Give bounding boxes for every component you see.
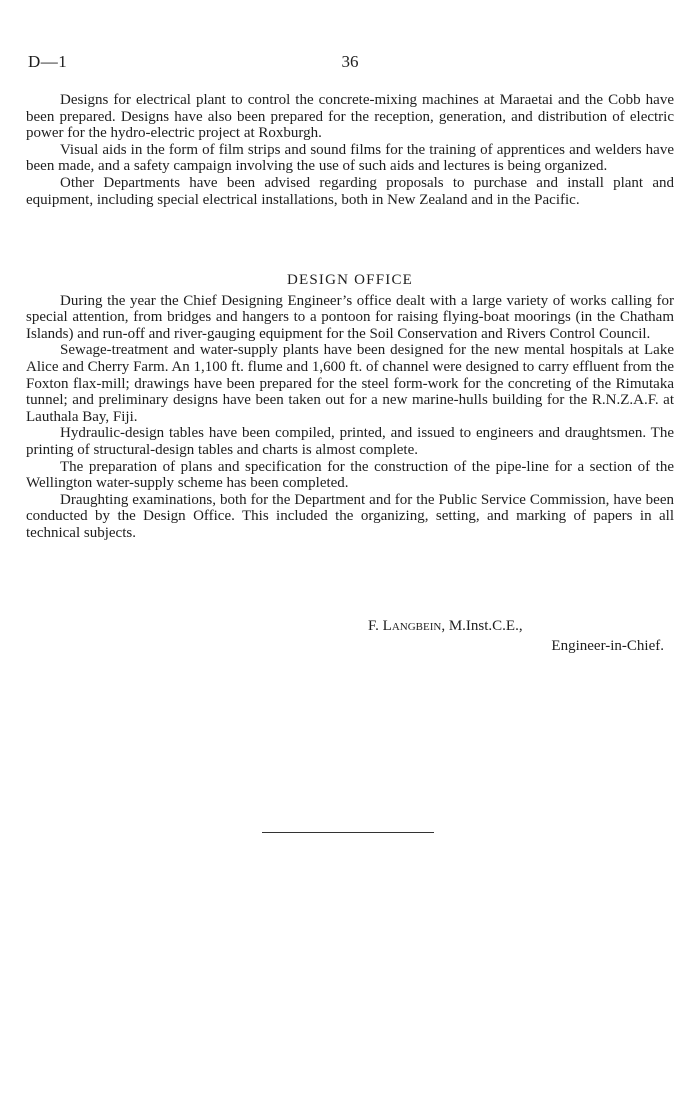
document-code: D—1 — [28, 52, 68, 71]
section-heading: DESIGN OFFICE — [286, 272, 414, 288]
signatory-title: Engineer-in-Chief. — [551, 638, 664, 654]
paragraph: Visual aids in the form of film strips and sound films for the training of apprentices and welders have been made, and a safety campaign involving the use of such aids and lectures is being organized. — [26, 141, 674, 175]
signatory-credentials: , M.Inst.C.E., — [441, 618, 523, 634]
closing-rule — [262, 832, 434, 833]
paragraph: The preparation of plans and specification for the construction of the pipe-line for a section of the Wellington water-supply scheme has been completed. — [26, 458, 674, 492]
paragraph: Other Departments have been advised regarding proposals to purchase and install plant and equipment, including special electrical installations, both in New Zealand and in the Pacific. — [26, 174, 674, 208]
paragraph: Draughting examinations, both for the Department and for the Public Service Commission, have been conducted by the Design Office. This included the organizing, setting, and marking of papers in all technical subjects. — [26, 491, 674, 541]
signature-block — [368, 616, 668, 656]
electrical-section — [26, 92, 674, 208]
page-number: 36 — [341, 52, 359, 71]
page-header — [28, 52, 672, 76]
signatory-surname: Langbein — [382, 618, 442, 634]
signatory-name — [368, 616, 668, 636]
paragraph: During the year the Chief Designing Engineer’s office dealt with a large variety of works calling for special attention, from bridges and hangers to a pontoon for raising flying-boat moorings (in the Chatham Islands) and run-off and river-gauging equipment for the Soil Conservation and Rivers Control Council. — [26, 292, 674, 342]
paragraph: Designs for electrical plant to control the concrete-mixing machines at Maraetai and the Cobb have been prepared. Designs have also been prepared for the reception, generation, and distribution of electric power for the hydro-electric project at Roxburgh. — [26, 92, 674, 142]
signatory-initial: F. — [368, 618, 379, 634]
paragraph: Sewage-treatment and water-supply plants have been designed for the new mental hospitals at Lake Alice and Cherry Farm. An 1,100 ft. flume and 1,600 ft. of channel were designed to carry effluent from the Foxton flax-mill; drawings have been prepared for the steel form-work for the concreting of the Rimutaka tunnel; and preliminary designs have been taken out for a new marine-hulls building for the R.N.Z.A.F. at Lauthala Bay, Fiji. — [26, 342, 674, 425]
paragraph: Hydraulic-design tables have been compiled, printed, and issued to engineers and draughtsmen. The printing of structural-design tables and charts is almost complete. — [26, 425, 674, 458]
design-office-section — [26, 272, 674, 542]
